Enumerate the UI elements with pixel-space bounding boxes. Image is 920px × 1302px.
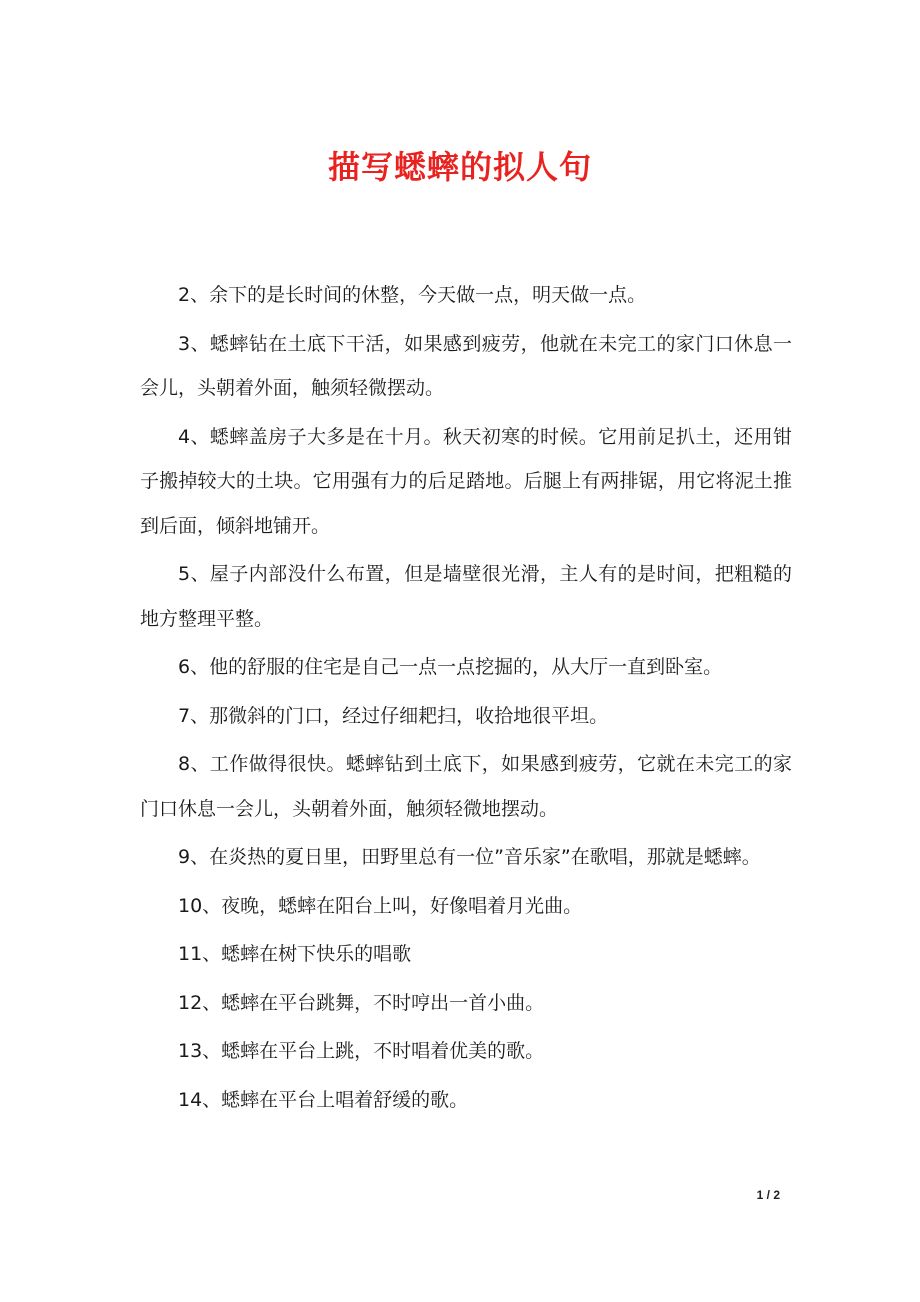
paragraph: 5、屋子内部没什么布置，但是墙壁很光滑，主人有的是时间，把粗糙的地方整理平整。 bbox=[140, 563, 792, 630]
paragraph: 11、蟋蟀在树下快乐的唱歌 bbox=[178, 943, 412, 965]
paragraph: 13、蟋蟀在平台上跳，不时唱着优美的歌。 bbox=[178, 1040, 545, 1062]
paragraph: 4、蟋蟀盖房子大多是在十月。秋天初寒的时候。它用前足扒土，还用钳子搬掉较大的土块。它用强有力的后足踏地。后腿上有两排锯，用它将泥土推到后面，倾斜地铺开。 bbox=[140, 425, 792, 537]
document-title: 描写蟋蟀的拟人句 bbox=[327, 148, 592, 186]
paragraph: 9、在炎热的夏日里，田野里总有一位”音乐家”在歌唱，那就是蟋蟀。 bbox=[178, 846, 761, 868]
paragraph: 2、余下的是长时间的休整，今天做一点，明天做一点。 bbox=[178, 284, 647, 306]
paragraph: 3、蟋蟀钻在土底下干活，如果感到疲劳，他就在未完工的家门口休息一会儿，头朝着外面，触须轻微摆动。 bbox=[140, 332, 792, 399]
paragraph: 6、他的舒服的住宅是自己一点一点挖掘的，从大厅一直到卧室。 bbox=[178, 656, 723, 678]
paragraph: 12、蟋蟀在平台跳舞，不时哼出一首小曲。 bbox=[178, 991, 545, 1014]
paragraph: 10、夜晚，蟋蟀在阳台上叫，好像唱着月光曲。 bbox=[178, 894, 583, 917]
paragraph: 14、蟋蟀在平台上唱着舒缓的歌。 bbox=[178, 1088, 469, 1111]
document-body bbox=[140, 273, 792, 1126]
paragraph: 7、那微斜的门口，经过仔细耙扫，收拾地很平坦。 bbox=[178, 704, 609, 727]
paragraph: 8、工作做得很快。蟋蟀钻到土底下，如果感到疲劳，它就在未完工的家门口休息一会儿，头朝着外面，触须轻微地摆动。 bbox=[140, 753, 792, 820]
page-number: 1 / 2 bbox=[756, 1188, 780, 1202]
